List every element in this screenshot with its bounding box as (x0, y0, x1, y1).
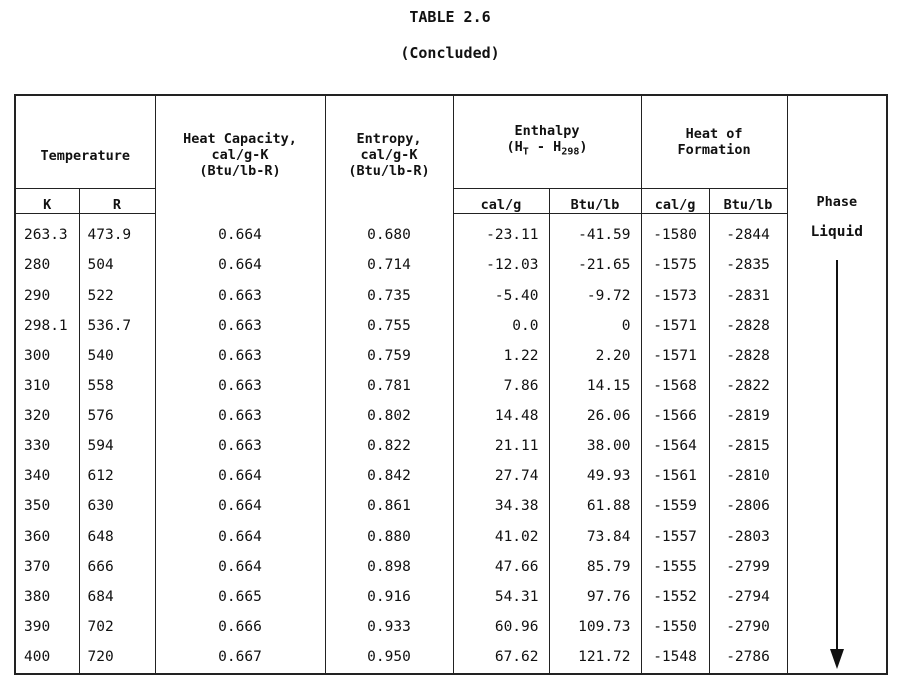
header-entropy-line3: (Btu/lb-R) (348, 162, 430, 179)
cell-r: 473.9 (79, 214, 155, 251)
cell-enthalpy-btu: 109.73 (549, 612, 641, 642)
cell-enthalpy-cal: 60.96 (453, 612, 549, 642)
cell-k: 370 (15, 552, 79, 582)
cell-r: 648 (79, 522, 155, 552)
cell-enthalpy-btu: 61.88 (549, 491, 641, 521)
cell-entropy: 0.680 (325, 214, 453, 251)
cell-hf-cal: -1580 (641, 214, 709, 251)
cell-hf-cal: -1548 (641, 642, 709, 673)
cell-enthalpy-cal: 0.0 (453, 311, 549, 341)
cell-hf-btu: -2828 (709, 311, 787, 341)
cell-hf-btu: -2806 (709, 491, 787, 521)
cell-enthalpy-cal: 41.02 (453, 522, 549, 552)
cell-heat-capacity: 0.664 (155, 491, 325, 521)
cell-entropy: 0.802 (325, 401, 453, 431)
cell-hf-cal: -1566 (641, 401, 709, 431)
table-row (15, 461, 887, 491)
cell-r: 522 (79, 280, 155, 310)
header-k: K (15, 189, 79, 214)
cell-enthalpy-btu: 73.84 (549, 522, 641, 552)
table-row (15, 582, 887, 612)
table-row (15, 401, 887, 431)
cell-enthalpy-cal: 67.62 (453, 642, 549, 673)
header-hf-line1: Heat of (685, 126, 743, 142)
cell-k: 400 (15, 642, 79, 673)
cell-heat-capacity: 0.663 (155, 401, 325, 431)
table-row (15, 371, 887, 401)
cell-hf-btu: -2815 (709, 431, 787, 461)
cell-enthalpy-cal: -12.03 (453, 250, 549, 280)
header-heat-capacity-line3: (Btu/lb-R) (199, 162, 281, 179)
cell-heat-capacity: 0.663 (155, 341, 325, 371)
cell-entropy: 0.759 (325, 341, 453, 371)
cell-r: 558 (79, 371, 155, 401)
header-r: R (79, 189, 155, 214)
cell-k: 320 (15, 401, 79, 431)
cell-enthalpy-cal: 34.38 (453, 491, 549, 521)
cell-r: 702 (79, 612, 155, 642)
cell-enthalpy-cal: 1.22 (453, 341, 549, 371)
cell-k: 263.3 (15, 214, 79, 251)
cell-k: 390 (15, 612, 79, 642)
table-title: TABLE 2.6 (409, 8, 491, 26)
header-enthalpy (453, 95, 641, 189)
table-row (15, 552, 887, 582)
cell-enthalpy-cal: 21.11 (453, 431, 549, 461)
header-phase: Phase (787, 95, 887, 214)
header-entropy-line2: cal/g-K (360, 146, 418, 163)
cell-r: 666 (79, 552, 155, 582)
table-row (15, 311, 887, 341)
cell-heat-capacity: 0.664 (155, 552, 325, 582)
cell-enthalpy-btu: -41.59 (549, 214, 641, 251)
cell-enthalpy-btu: 49.93 (549, 461, 641, 491)
cell-heat-capacity: 0.663 (155, 311, 325, 341)
cell-enthalpy-btu: 85.79 (549, 552, 641, 582)
table-row (15, 341, 887, 371)
cell-hf-cal: -1571 (641, 341, 709, 371)
thermo-table (14, 94, 888, 675)
cell-heat-capacity: 0.664 (155, 214, 325, 251)
cell-hf-btu: -2790 (709, 612, 787, 642)
cell-heat-capacity: 0.664 (155, 250, 325, 280)
cell-k: 280 (15, 250, 79, 280)
table-row (15, 522, 887, 552)
cell-enthalpy-btu: 26.06 (549, 401, 641, 431)
cell-heat-capacity: 0.664 (155, 461, 325, 491)
header-entropy-line1: Entropy, (356, 130, 422, 147)
header-hf-line2: Formation (677, 142, 751, 158)
cell-heat-capacity: 0.665 (155, 582, 325, 612)
cell-hf-btu: -2819 (709, 401, 787, 431)
cell-r: 504 (79, 250, 155, 280)
cell-k: 300 (15, 341, 79, 371)
cell-entropy: 0.916 (325, 582, 453, 612)
cell-entropy: 0.755 (325, 311, 453, 341)
cell-entropy: 0.822 (325, 431, 453, 461)
cell-hf-cal: -1571 (641, 311, 709, 341)
cell-entropy: 0.781 (325, 371, 453, 401)
cell-phase (787, 214, 887, 674)
cell-hf-btu: -2822 (709, 371, 787, 401)
cell-enthalpy-btu: -21.65 (549, 250, 641, 280)
cell-heat-capacity: 0.663 (155, 431, 325, 461)
cell-enthalpy-cal: 14.48 (453, 401, 549, 431)
table-row (15, 280, 887, 310)
header-entropy (325, 95, 453, 214)
cell-k: 310 (15, 371, 79, 401)
table-subtitle: (Concluded) (400, 44, 500, 62)
table-row (15, 491, 887, 521)
cell-hf-cal: -1552 (641, 582, 709, 612)
header-hf-cal: cal/g (641, 189, 709, 214)
header-enthalpy-label: Enthalpy (514, 123, 580, 140)
cell-enthalpy-btu: 2.20 (549, 341, 641, 371)
cell-hf-cal: -1573 (641, 280, 709, 310)
phase-wrap (788, 224, 887, 673)
header-enthalpy-btu: Btu/lb (549, 189, 641, 214)
header-heat-capacity-line2: cal/g-K (211, 146, 269, 163)
cell-hf-cal: -1575 (641, 250, 709, 280)
table-body (15, 214, 887, 674)
cell-hf-cal: -1559 (641, 491, 709, 521)
header-enthalpy-cal: cal/g (453, 189, 549, 214)
cell-hf-btu: -2803 (709, 522, 787, 552)
cell-enthalpy-btu: 121.72 (549, 642, 641, 673)
cell-entropy: 0.861 (325, 491, 453, 521)
cell-entropy: 0.880 (325, 522, 453, 552)
cell-hf-btu: -2799 (709, 552, 787, 582)
cell-entropy: 0.842 (325, 461, 453, 491)
cell-heat-capacity: 0.667 (155, 642, 325, 673)
cell-entropy: 0.735 (325, 280, 453, 310)
header-heat-capacity (155, 95, 325, 214)
cell-entropy: 0.933 (325, 612, 453, 642)
header-heat-capacity-line1: Heat Capacity, (183, 130, 297, 147)
cell-r: 684 (79, 582, 155, 612)
cell-r: 612 (79, 461, 155, 491)
cell-hf-btu: -2810 (709, 461, 787, 491)
cell-enthalpy-btu: 97.76 (549, 582, 641, 612)
cell-k: 298.1 (15, 311, 79, 341)
cell-r: 594 (79, 431, 155, 461)
cell-heat-capacity: 0.664 (155, 522, 325, 552)
cell-r: 630 (79, 491, 155, 521)
table-row (15, 431, 887, 461)
phase-label: Liquid (810, 223, 863, 240)
cell-k: 290 (15, 280, 79, 310)
arrow-down-icon (830, 649, 844, 669)
cell-entropy: 0.950 (325, 642, 453, 673)
cell-enthalpy-cal: 27.74 (453, 461, 549, 491)
cell-r: 540 (79, 341, 155, 371)
cell-r: 720 (79, 642, 155, 673)
header-heat-of-formation (641, 95, 787, 189)
cell-hf-cal: -1555 (641, 552, 709, 582)
cell-hf-btu: -2828 (709, 341, 787, 371)
cell-enthalpy-btu: 0 (549, 311, 641, 341)
cell-hf-cal: -1561 (641, 461, 709, 491)
cell-hf-btu: -2794 (709, 582, 787, 612)
table-row (15, 612, 887, 642)
arrow-line (836, 260, 838, 651)
header-enthalpy-formula: $(H_T - H_{298})$ (506, 139, 588, 158)
cell-heat-capacity: 0.663 (155, 280, 325, 310)
cell-enthalpy-cal: -23.11 (453, 214, 549, 251)
header-hf-btu: Btu/lb (709, 189, 787, 214)
cell-enthalpy-cal: 7.86 (453, 371, 549, 401)
cell-enthalpy-cal: 47.66 (453, 552, 549, 582)
cell-r: 576 (79, 401, 155, 431)
cell-enthalpy-btu: 14.15 (549, 371, 641, 401)
cell-hf-cal: -1550 (641, 612, 709, 642)
cell-hf-cal: -1568 (641, 371, 709, 401)
cell-k: 330 (15, 431, 79, 461)
cell-k: 380 (15, 582, 79, 612)
cell-entropy: 0.898 (325, 552, 453, 582)
cell-k: 360 (15, 522, 79, 552)
cell-enthalpy-cal: 54.31 (453, 582, 549, 612)
table-row (15, 642, 887, 673)
cell-k: 350 (15, 491, 79, 521)
table-row (15, 214, 887, 251)
cell-hf-btu: -2786 (709, 642, 787, 673)
cell-k: 340 (15, 461, 79, 491)
cell-hf-cal: -1564 (641, 431, 709, 461)
cell-enthalpy-cal: -5.40 (453, 280, 549, 310)
cell-heat-capacity: 0.666 (155, 612, 325, 642)
cell-hf-btu: -2844 (709, 214, 787, 251)
cell-enthalpy-btu: -9.72 (549, 280, 641, 310)
cell-hf-btu: -2835 (709, 250, 787, 280)
cell-r: 536.7 (79, 311, 155, 341)
cell-enthalpy-btu: 38.00 (549, 431, 641, 461)
cell-entropy: 0.714 (325, 250, 453, 280)
header-temperature: Temperature (15, 95, 155, 189)
cell-hf-btu: -2831 (709, 280, 787, 310)
cell-heat-capacity: 0.663 (155, 371, 325, 401)
cell-hf-cal: -1557 (641, 522, 709, 552)
table-row (15, 250, 887, 280)
